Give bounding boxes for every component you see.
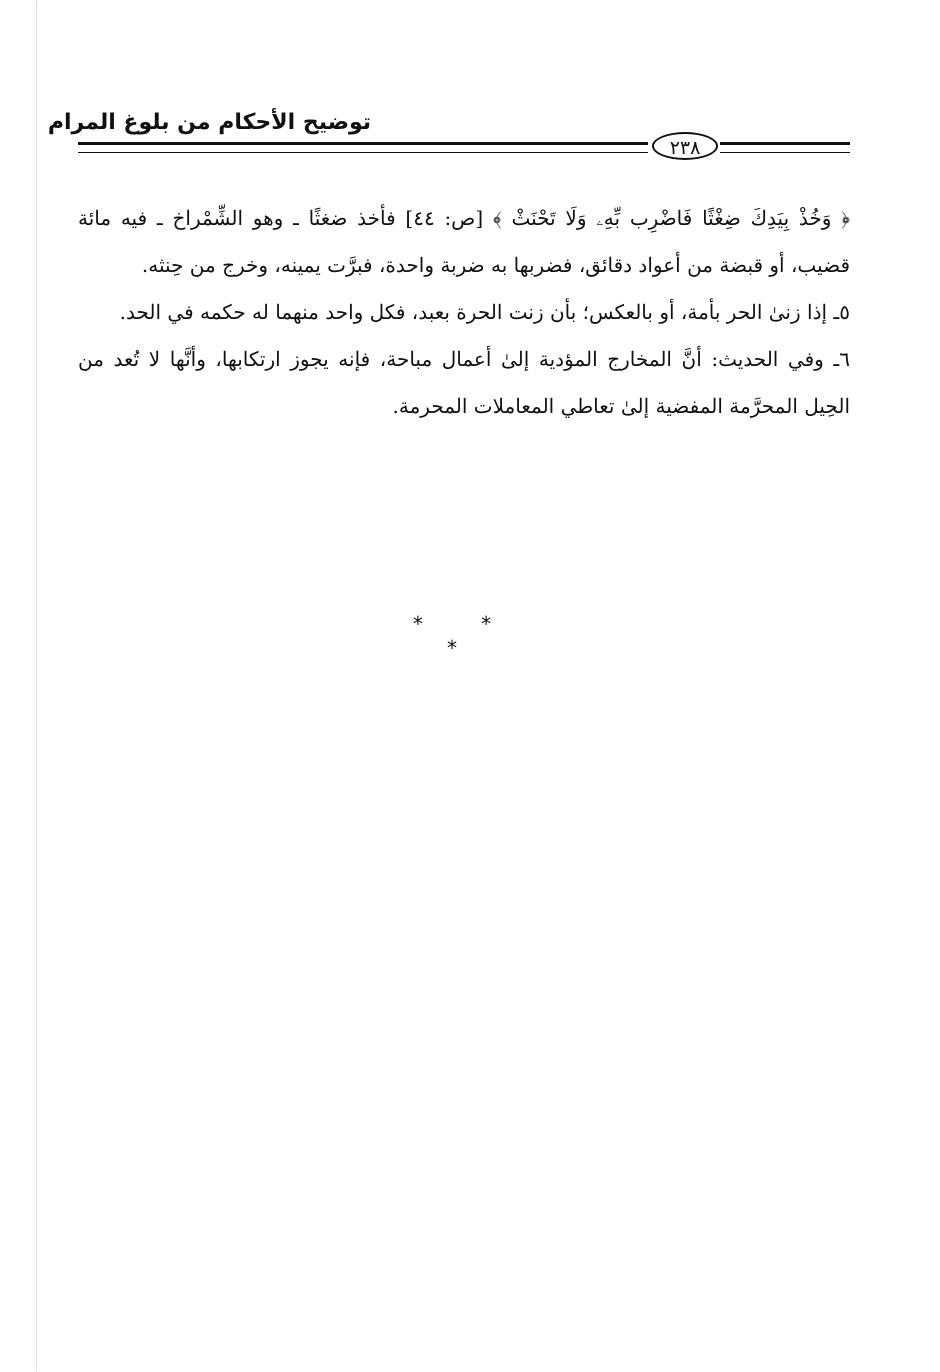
page-number: ٢٣٨ [652, 132, 718, 160]
header-rule [78, 132, 850, 162]
body-text [78, 195, 850, 430]
header-rule-left [78, 142, 648, 153]
section-end-ornament: * * * [412, 612, 518, 660]
quran-verse: ﴿ وَخُذْ بِيَدِكَ ضِغْثًا فَاضْرِب بِّهِۦ وَلَا تَحْنَثْ ﴾ [492, 206, 851, 230]
list-item-6: ٦ـ وفي الحديث: أنَّ المخارج المؤدية إلىٰ أعمال مباحة، فإنه يجوز ارتكابها، وأنَّها لا تُعد من الحِيل المحرَّمة المفضية إلىٰ تعاطي المعاملات المحرمة. [78, 347, 850, 418]
paragraph-continuation [78, 195, 850, 289]
header-rule-right [720, 142, 850, 153]
running-header-title: توضيح الأحكام من بلوغ المرام [47, 110, 371, 135]
continuation-text: [ص: ٤٤] فأخذ ضغثًا ـ وهو الشِّمْراخ ـ فيه مائة قضيب، أو قبضة من أعواد دقائق، فضربها به ضربة واحدة، فبرَّت يمينه، وخرج من حِنثه. [78, 206, 850, 277]
list-item-5: ٥ـ إذا زنىٰ الحر بأمة، أو بالعكس؛ بأن زنت الحرة بعبد، فكل واحد منهما له حكمه في الحد. [119, 300, 850, 324]
scan-edge-line [36, 0, 37, 1372]
